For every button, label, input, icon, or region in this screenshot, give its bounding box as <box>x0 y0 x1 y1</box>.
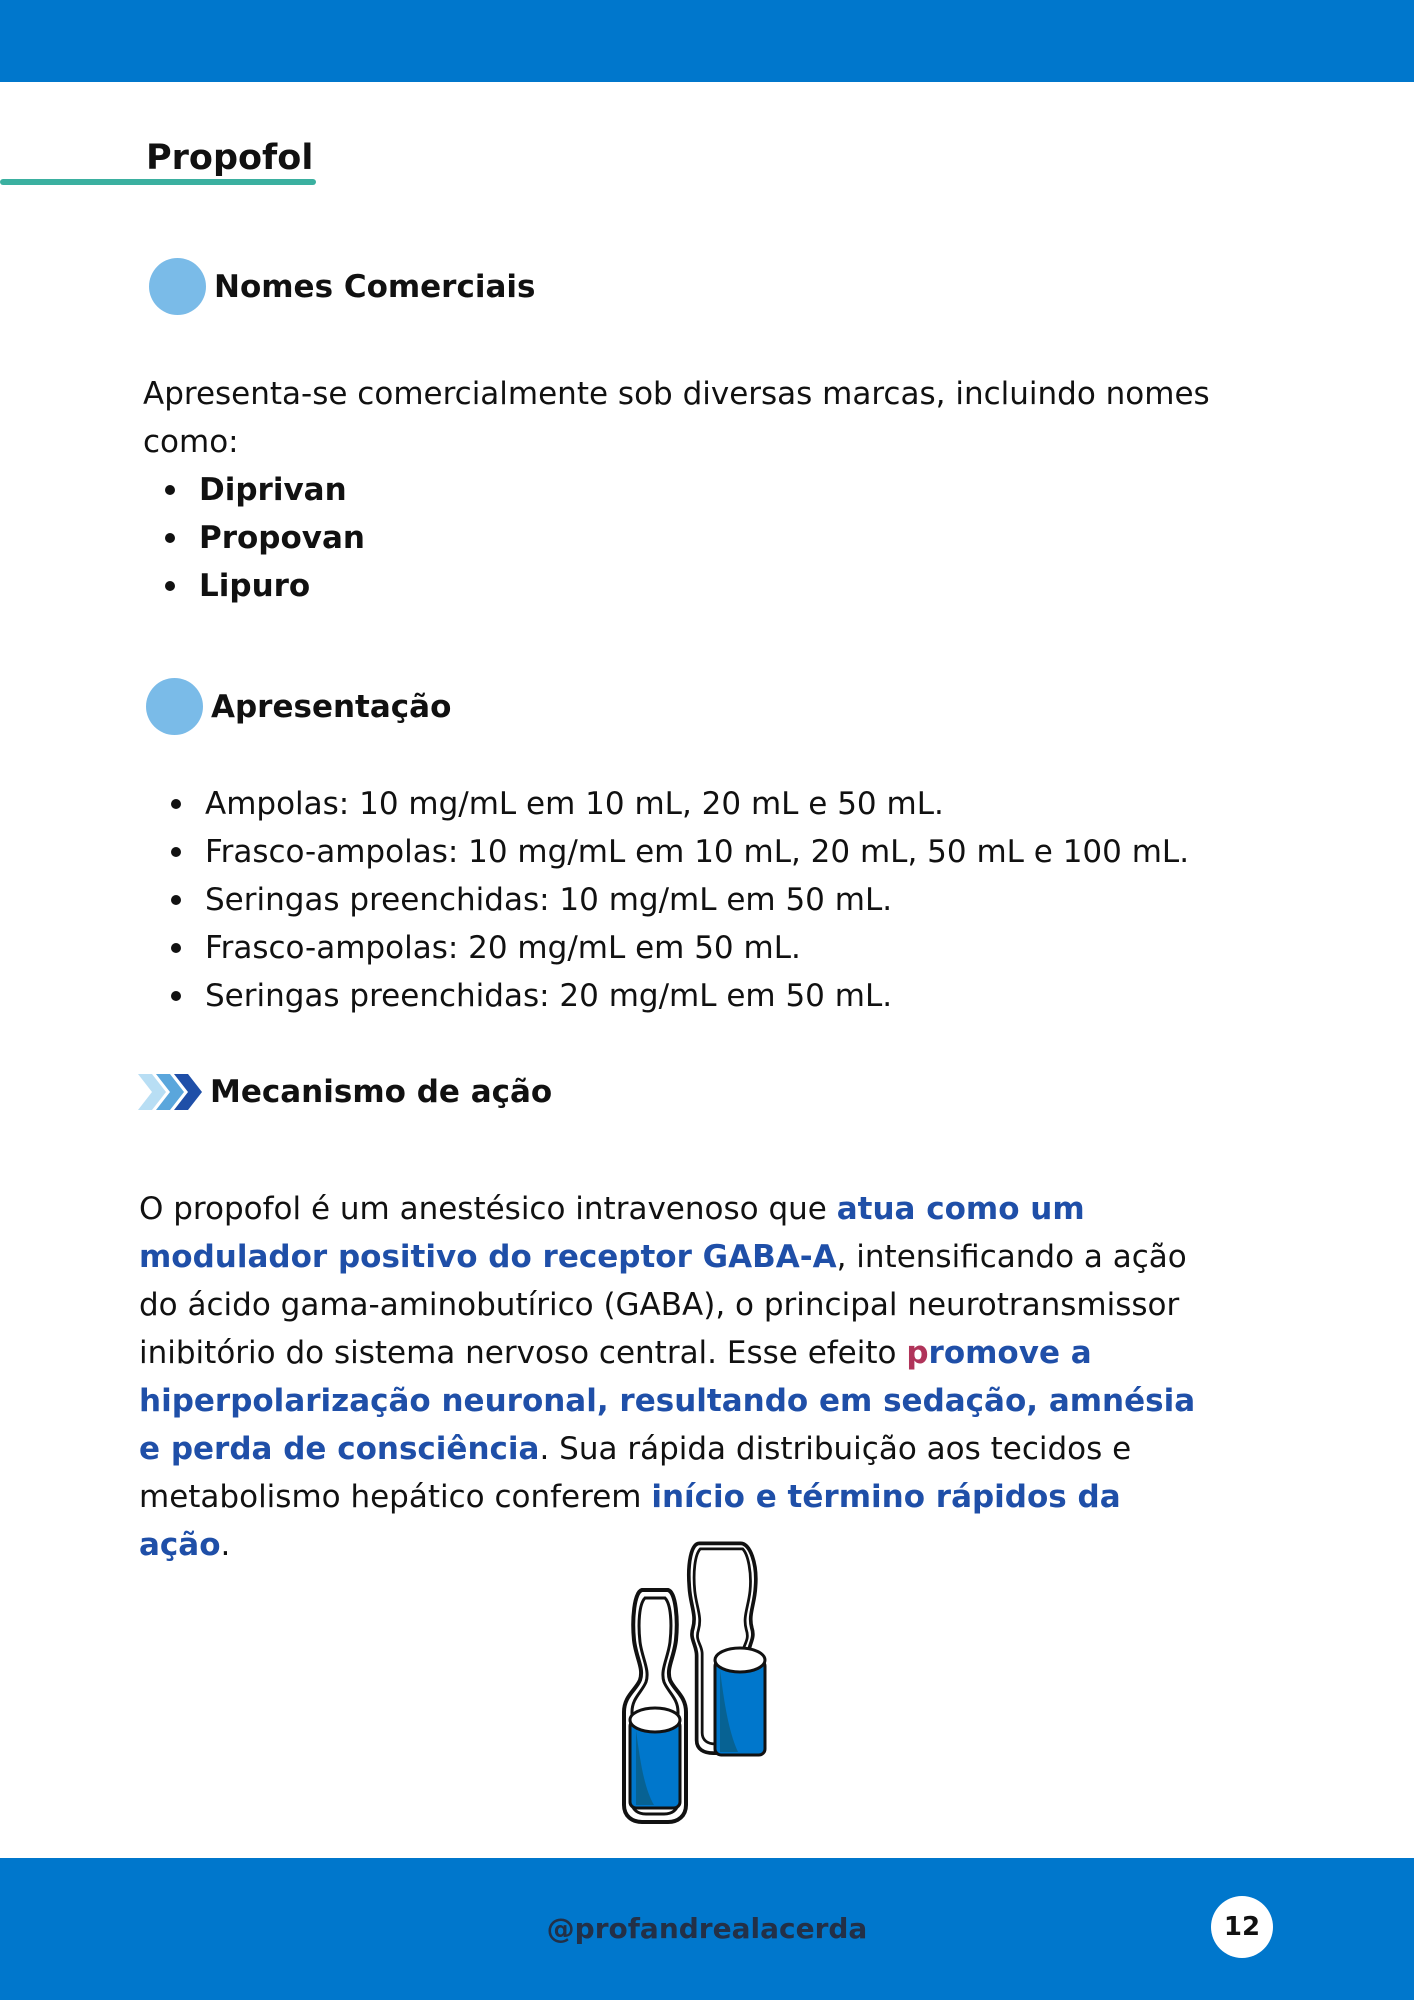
text-run: . <box>220 1527 231 1563</box>
section-title: Mecanismo de ação <box>210 1074 553 1110</box>
page-title: Propofol <box>146 138 314 178</box>
mecanismo-paragraph <box>139 1185 1219 1569</box>
section-title: Nomes Comerciais <box>214 268 536 305</box>
list-item: Lipuro <box>143 562 1243 610</box>
circle-bullet-icon <box>149 258 206 315</box>
list-item: Propovan <box>143 514 1243 562</box>
text-run: . Sua rápida distribuição aos tecidos e metabolismo hepático conferem <box>139 1431 1132 1515</box>
list-item: Diprivan <box>143 466 1243 514</box>
footer-handle: @profandrealacerda <box>546 1912 868 1945</box>
list-item: Seringas preenchidas: 20 mg/mL em 50 mL. <box>143 972 1293 1020</box>
highlight-text: romove a hiperpolarização neuronal, resultando em sedação, amnésia e perda de consciência <box>139 1335 1196 1467</box>
title-underline <box>0 179 316 185</box>
section-heading-apresentacao <box>146 678 451 735</box>
text-run: , intensificando a ação do ácido gama-aminobutírico (GABA), o principal neurotransmissor inibitório do sistema nervoso central. Esse efeito <box>139 1239 1187 1371</box>
highlight-text: atua como um modulador positivo do receptor GABA-A <box>139 1191 1085 1275</box>
section-heading-nomes-comerciais <box>149 258 535 315</box>
circle-bullet-icon <box>146 678 203 735</box>
list-item: Seringas preenchidas: 10 mg/mL em 50 mL. <box>143 876 1293 924</box>
chevrons-icon <box>138 1072 202 1112</box>
ampoules-icon <box>620 1540 800 1830</box>
brand-list <box>143 466 1243 610</box>
highlight-text-red: p <box>906 1335 929 1371</box>
nomes-intro: Apresenta-se comercialmente sob diversas marcas, incluindo nomes como: <box>143 376 1210 460</box>
mecanismo-text <box>139 1185 1219 1569</box>
list-item: Ampolas: 10 mg/mL em 10 mL, 20 mL e 50 mL. <box>143 780 1293 828</box>
header-bar <box>0 0 1414 82</box>
section-title: Apresentação <box>211 688 452 725</box>
page-number-badge: 12 <box>1211 1896 1273 1958</box>
section-heading-mecanismo <box>138 1072 552 1112</box>
apresentacao-text <box>143 780 1293 1020</box>
list-item: Frasco-ampolas: 10 mg/mL em 10 mL, 20 mL, 50 mL e 100 mL. <box>143 828 1293 876</box>
nomes-comerciais-text <box>143 370 1243 610</box>
highlight-text: início e término rápidos da ação <box>139 1479 1121 1563</box>
text-run: O propofol é um anestésico intravenoso que <box>139 1191 837 1227</box>
list-item: Frasco-ampolas: 20 mg/mL em 50 mL. <box>143 924 1293 972</box>
presentation-list <box>143 780 1293 1020</box>
